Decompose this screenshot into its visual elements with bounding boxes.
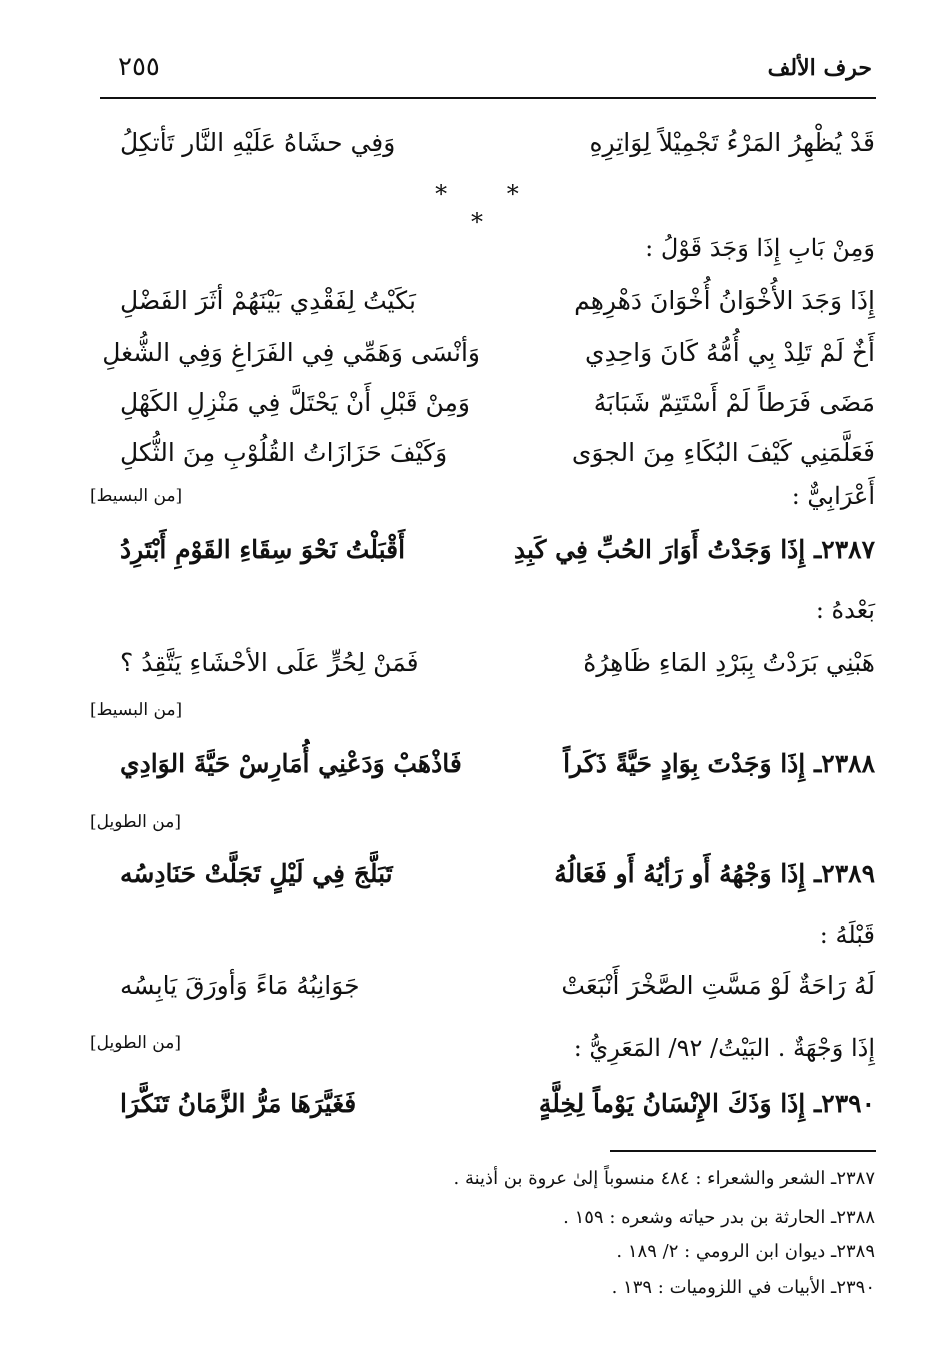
verse-first-hemistich: ٢٣٨٧ـ إِذَا وَجَدْتُ أَوَارَ الحُبِّ فِي كَبِدِ [513, 535, 875, 564]
verse-row [120, 961, 875, 1011]
verse-second-hemistich: فَمَنْ لِحُرٍّ عَلَى الأحْشَاءِ يَتَّقِدُ ؟ [120, 648, 419, 677]
numbered-verse-2389 [120, 849, 875, 899]
verse-first-hemistich: ٢٣٨٨ـ إِذَا وَجَدْتَ بِوَادٍ حَيَّةً ذَكَراً [563, 749, 875, 778]
verse-row [120, 118, 875, 168]
verse-second-hemistich: أَقْبَلْتُ نَحْوَ سِقَاءِ القَوْمِ أَبْتَرِدُ [120, 535, 406, 564]
verse-row [120, 378, 875, 428]
verse-first-hemistich: إِذَا وَجَدَ الأُخْوَانُ أُخْوَانَ دَهْرِهِم [574, 286, 875, 315]
verse-second-hemistich: جَوَانِبُهُ مَاءً وَأورَقَ يَابِسُه [120, 971, 360, 1000]
header-rule [100, 97, 876, 99]
meter-label: [من البسيط] [90, 486, 183, 506]
intro-line: بَعْدهُ : [815, 596, 875, 624]
verse-first-hemistich: ٢٣٨٩ـ إِذَا وَجْهُهُ أَو رَأيُهُ أَو فَعَالُهُ [554, 859, 875, 888]
footnote: ٢٣٨٧ـ الشعر والشعراء : ٤٨٤ منسوباً إلىٰ عروة بن أذينة . [453, 1168, 875, 1189]
section-separator: * * * [435, 180, 545, 236]
verse-row [120, 276, 875, 326]
verse-second-hemistich: تَبَلَّجَ فِي لَيْلٍ تَجَلَّتْ حَنَادِسُه [120, 859, 393, 888]
meter-label: [من الطويل] [90, 812, 181, 832]
verse-first-hemistich: أَخٌ لَمْ تَلِدْ بِي أُمُّهُ كَانَ وَاحِدِي [585, 338, 875, 367]
numbered-verse-2387 [120, 525, 875, 575]
verse-second-hemistich: وَكَيْفَ حَزَازَاتُ القُلُوْبِ مِنَ الثُّكلِ [120, 438, 448, 467]
numbered-verse-2388 [120, 739, 875, 789]
verse-first-hemistich: مَضَى فَرَطاً لَمْ أَسْتَتِمّ شَبَابَهُ [593, 388, 875, 417]
footnote: ٢٣٨٩ـ ديوان ابن الرومي : ٢/ ١٨٩ . [616, 1241, 875, 1262]
verse-second-hemistich: فَاذْهَبْ وَدَعْنِي أُمَارِسْ حَيَّةَ الوَادِي [120, 749, 462, 778]
verse-second-hemistich: وَمِنْ قَبْلِ أَنْ يَحْتَلَّ فِي مَنْزِلِ الكَهْلِ [120, 388, 470, 417]
verse-first-hemistich: لَهُ رَاحَةٌ لَوْ مَسَّتِ الصَّخْرَ أَنْبَعَتْ [561, 971, 875, 1000]
verse-row [102, 328, 875, 378]
verse-first-hemistich: قَدْ يُظْهِرُ المَرْءُ تَجْمِيْلاً لِوَاتِرِهِ [589, 128, 875, 157]
verse-second-hemistich: وَفِي حشَاهُ عَلَيْهِ النَّار تَأتكِلُ [120, 128, 396, 157]
meter-label: [من الطويل] [90, 1033, 181, 1053]
verse-first-hemistich: فَعَلَّمَنِي كَيْفَ البُكَاءِ مِنَ الجوَى [571, 438, 875, 467]
footnote: ٢٣٩٠ـ الأبيات في اللزوميات : ١٣٩ . [611, 1277, 875, 1298]
verse-first-hemistich: ٢٣٩٠ـ إِذَا وَذَكَ الإِنْسَانُ يَوْماً لِخِلَّةٍ [538, 1089, 875, 1118]
footnote: ٢٣٨٨ـ الحارثة بن بدر حياته وشعره : ١٥٩ . [563, 1207, 875, 1228]
verse-second-hemistich: فَغَيَّرَهَا مَرُّ الزَّمَانُ تَنَكَّرَا [120, 1089, 357, 1118]
meter-label: [من البسيط] [90, 700, 183, 720]
intro-line: أَعْرَابِيٌّ : [791, 482, 875, 510]
intro-line: قَبْلَهُ : [819, 921, 875, 949]
chapter-title: حرف الألف [767, 55, 872, 81]
verse-first-hemistich: هَبْنِي بَرَدْتُ بِبَرْدِ المَاءِ ظَاهِرُهُ [583, 648, 875, 677]
intro-line: إِذَا وَجْهَةٌ . البَيْتُ/ ٩٢/ المَعَرِيُّ : [573, 1034, 875, 1062]
verse-row [120, 638, 875, 688]
verse-row [120, 428, 875, 478]
page-number: ٢٥٥ [118, 52, 160, 82]
verse-second-hemistich: بَكَيْتُ لِفَقْدِي بَيْنَهُمْ أثَرَ الفَضْلِ [120, 286, 416, 315]
footnote-rule [610, 1150, 876, 1152]
intro-line: وَمِنْ بَابِ إِذَا وَجَدَ قَوْلُ : [645, 234, 875, 262]
numbered-verse-2390 [120, 1079, 875, 1129]
verse-second-hemistich: وَأنْسَى وَهَمِّي فِي الفَرَاغِ وَفِي الشُّغلِ [102, 338, 480, 367]
